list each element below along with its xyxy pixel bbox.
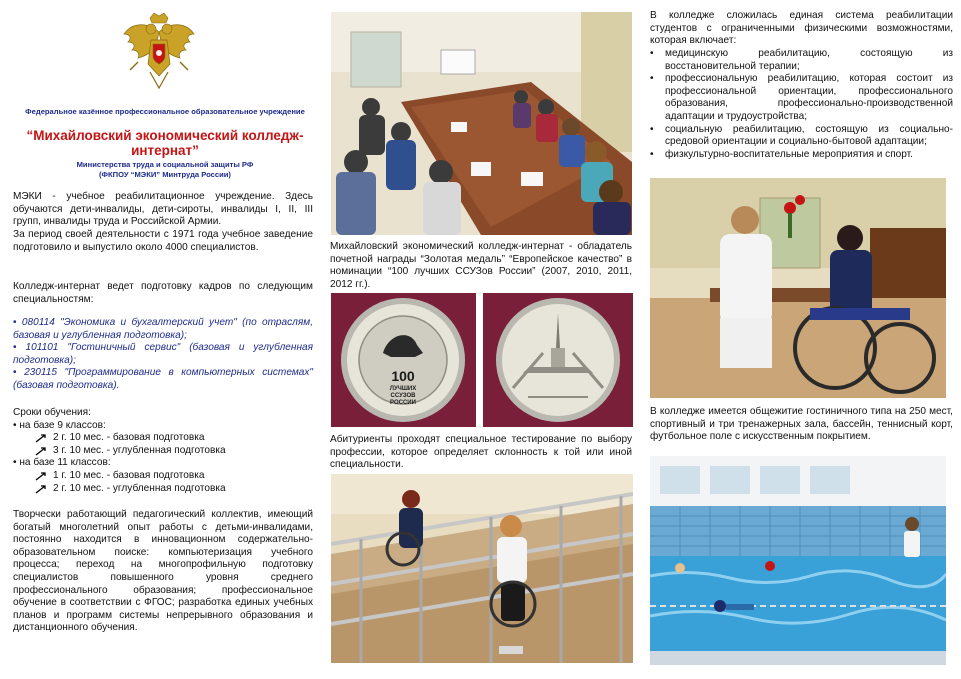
study-terms bbox=[13, 407, 313, 495]
list-item: • на базе 9 классов: bbox=[13, 419, 106, 431]
russian-coat-of-arms-icon bbox=[120, 12, 198, 92]
arrow-icon bbox=[35, 471, 47, 481]
list-item: • медицинскую реабилитацию, состоящую из восстановительной терапии; bbox=[650, 48, 953, 73]
list-item: 2 г. 10 мес. - углубленная подготовка bbox=[13, 483, 313, 496]
column-right bbox=[640, 0, 961, 679]
facilities-paragraph: В колледже имеется общежитие гостиничного типа на 250 мест, спортивный и три тренажерных зала, бассейн, теннисный корт, футбольное поле с искусственным покрытием. bbox=[650, 406, 953, 443]
list-item: • на базе 11 классов: bbox=[13, 457, 111, 469]
list-item: 2 г. 10 мес. - базовая подготовка bbox=[13, 432, 313, 445]
arrow-icon bbox=[35, 446, 47, 456]
history-paragraph: За период своей деятельности с 1971 года учебное заведение подготовило и выпустило около 4000 специалистов. bbox=[13, 229, 313, 253]
org-type: Федеральное казённое профессиональное образовательное учреждение bbox=[25, 107, 305, 116]
medal-front-photo bbox=[331, 293, 476, 427]
ramp-photo bbox=[331, 474, 633, 663]
list-item: • 230115 "Программирование в компьютерных системах" (базовая подготовка). bbox=[13, 367, 313, 391]
list-item: • 101101 "Гостиничный сервис" (базовая и углубленная подготовка); bbox=[13, 342, 314, 366]
medical-room-photo bbox=[650, 178, 946, 398]
staff-paragraph: Творчески работающий педагогический коллектив, имеющий богатый многолетний опыт работы с детьми-инвалидами, постоянно находится в инновационном содержательно-образовательном поиске: компьютеризация учебного процесса; переход на многопрофильную подготовку специалистов повышенного уровня среднего профессионального образования; профессиональное обучение в соответствии с ФГОС; разработка единых учебных планов и программ системы непрерывного образования и дистанционного обучения. bbox=[13, 509, 313, 634]
column-left bbox=[0, 0, 322, 679]
list-item: 1 г. 10 мес. - базовая подготовка bbox=[13, 470, 313, 483]
rehab-intro: В колледже сложилась единая система реабилитации студентов с ограниченными физическими возможностями, которая включает: bbox=[650, 10, 953, 47]
medal-line-2: ССУЗОВ bbox=[390, 393, 416, 399]
college-name: “Михайловский экономический колледж-интернат” bbox=[26, 128, 304, 158]
list-item: • физкультурно-воспитательные мероприятия и спорт. bbox=[650, 149, 953, 162]
classroom-photo bbox=[331, 12, 632, 235]
list-item: • профессиональную реабилитацию, которая состоит из профессиональной ориентации, профессионального образования, профессионально-производственной адаптации и трудоустройства; bbox=[650, 73, 953, 123]
medal-line-1: ЛУЧШИХ bbox=[389, 386, 417, 392]
column-middle bbox=[322, 0, 640, 679]
rehab-list bbox=[650, 48, 953, 161]
arrow-icon bbox=[35, 484, 47, 494]
org-abbrev: (ФКПОУ “МЭКИ” Минтруда России) bbox=[99, 170, 231, 179]
list-item: • социальную реабилитацию, состоящую из социально-средовой ориентации и социально-бытовой адаптации; bbox=[650, 124, 953, 149]
award-caption: Михайловский экономический колледж-интернат - обладатель почетной награды “Золотая медаль” “Европейское качество” в номинации “100 лучших ССУЗов России” (2007, 2010, 2011, 2012 гг.). bbox=[330, 241, 632, 290]
specialties-intro: Колледж-интернат ведет подготовку кадров по следующим специальностям: bbox=[13, 281, 313, 305]
arrow-icon bbox=[35, 433, 47, 443]
list-item: • 080114 "Экономика и бухгалтерский учет" (по отраслям, базовая и углубленная подготовка); bbox=[13, 317, 313, 341]
medal-back-photo bbox=[483, 293, 633, 427]
specialties-list bbox=[13, 317, 313, 393]
medal-number: 100 bbox=[391, 368, 415, 384]
swimming-pool-photo bbox=[650, 456, 946, 665]
medal-line-3: РОССИИ bbox=[390, 400, 416, 406]
terms-title: Сроки обучения: bbox=[13, 407, 91, 418]
ministry-name: Министерства труда и социальной защиты РФ bbox=[76, 160, 254, 169]
list-item: 3 г. 10 мес. - углубленная подготовка bbox=[13, 445, 313, 458]
testing-caption: Абитуриенты проходят специальное тестирование по выбору профессии, которое определяет склонность к той или иной специальности. bbox=[330, 434, 632, 471]
intro-paragraph: МЭКИ - учебное реабилитационное учреждение. Здесь обучаются дети-инвалиды, дети-сироты, инвалиды I, II, III групп, инвалиды труда и Российской Армии. bbox=[13, 191, 313, 228]
